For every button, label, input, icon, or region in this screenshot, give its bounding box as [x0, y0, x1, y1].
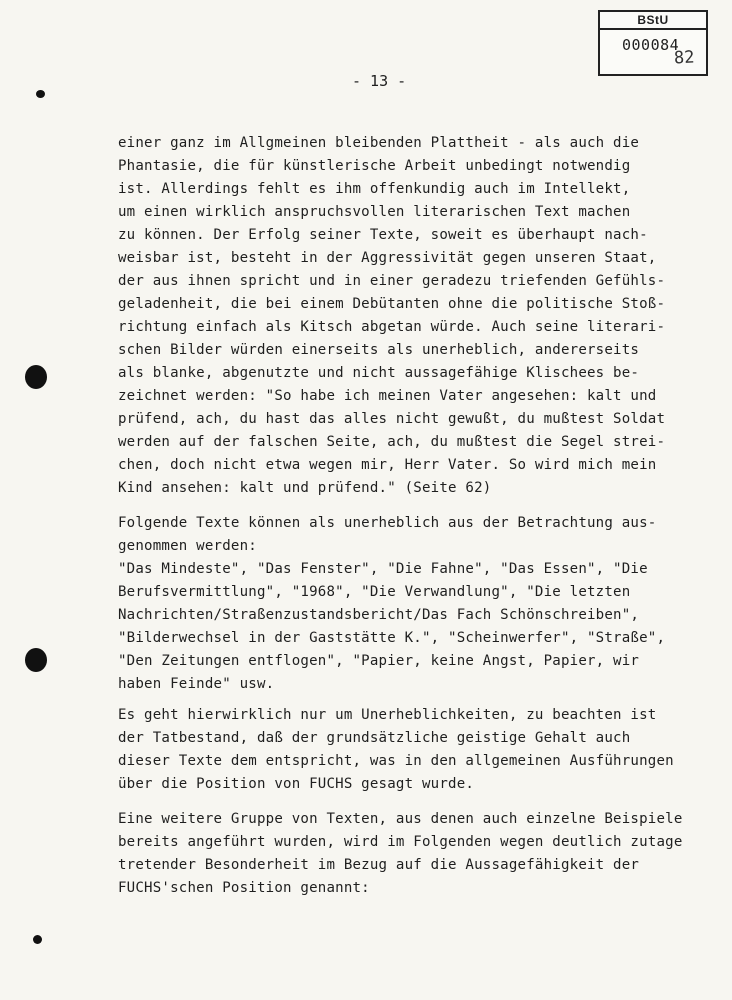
text-line: als blanke, abgenutzte und nicht aussagefähige Klischees be-: [118, 365, 640, 381]
text-line: der aus ihnen spricht und in einer geradezu triefenden Gefühls-: [118, 273, 666, 289]
archive-stamp: [598, 10, 708, 76]
text-line: Nachrichten/Straßenzustandsbericht/Das Fach Schönschreiben",: [118, 607, 640, 623]
text-line: "Den Zeitungen entflogen", "Papier, keine Angst, Papier, wir: [118, 653, 640, 669]
text-line: Phantasie, die für künstlerische Arbeit unbedingt notwendig: [118, 158, 631, 174]
text-line: Folgende Texte können als unerheblich aus der Betrachtung aus-: [118, 515, 657, 531]
text-line: Berufsvermittlung", "1968", "Die Verwandlung", "Die letzten: [118, 584, 631, 600]
punch-hole-mark: [33, 935, 42, 944]
text-line: chen, doch nicht etwa wegen mir, Herr Vater. So wird mich mein: [118, 457, 657, 473]
text-line: richtung einfach als Kitsch abgetan würde. Auch seine literari-: [118, 319, 666, 335]
stamp-header: BStU: [600, 12, 706, 30]
text-line: zeichnet werden: "So habe ich meinen Vater angesehen: kalt und: [118, 388, 657, 404]
text-line: prüfend, ach, du hast das alles nicht gewußt, du mußtest Soldat: [118, 411, 666, 427]
text-line: "Das Mindeste", "Das Fenster", "Die Fahne", "Das Essen", "Die: [118, 561, 648, 577]
text-line: zu können. Der Erfolg seiner Texte, soweit es überhaupt nach-: [118, 227, 648, 243]
text-line: schen Bilder würden einerseits als unerheblich, andererseits: [118, 342, 640, 358]
text-line: genommen werden:: [118, 538, 257, 554]
stamp-number: 000084: [622, 36, 680, 54]
text-line: FUCHS'schen Position genannt:: [118, 880, 370, 896]
punch-hole-mark: [36, 90, 45, 98]
text-line: weisbar ist, besteht in der Aggressivität gegen unseren Staat,: [118, 250, 657, 266]
text-line: um einen wirklich anspruchsvollen literarischen Text machen: [118, 204, 631, 220]
text-line: werden auf der falschen Seite, ach, du mußtest die Segel strei-: [118, 434, 666, 450]
text-line: ist. Allerdings fehlt es ihm offenkundig auch im Intellekt,: [118, 181, 631, 197]
text-line: Kind ansehen: kalt und prüfend." (Seite 62): [118, 480, 492, 496]
text-line: geladenheit, die bei einem Debütanten ohne die politische Stoß-: [118, 296, 666, 312]
text-line: tretender Besonderheit im Bezug auf die Aussagefähigkeit der: [118, 857, 640, 873]
page-number: - 13 -: [352, 72, 407, 90]
punch-hole: [25, 365, 47, 389]
text-line: über die Position von FUCHS gesagt wurde.: [118, 776, 475, 792]
text-line: haben Feinde" usw.: [118, 676, 275, 692]
text-line: Eine weitere Gruppe von Texten, aus denen auch einzelne Beispiele: [118, 811, 683, 827]
stamp-handwritten-number: 82: [673, 47, 695, 69]
text-line: bereits angeführt wurden, wird im Folgenden wegen deutlich zutage: [118, 834, 683, 850]
text-line: dieser Texte dem entspricht, was in den allgemeinen Ausführungen: [118, 753, 674, 769]
text-line: einer ganz im Allgmeinen bleibenden Plattheit - als auch die: [118, 135, 640, 151]
text-line: der Tatbestand, daß der grundsätzliche geistige Gehalt auch: [118, 730, 631, 746]
punch-hole: [25, 648, 47, 672]
text-line: "Bilderwechsel in der Gaststätte K.", "Scheinwerfer", "Straße",: [118, 630, 666, 646]
text-line: Es geht hierwirklich nur um Unerheblichkeiten, zu beachten ist: [118, 707, 657, 723]
